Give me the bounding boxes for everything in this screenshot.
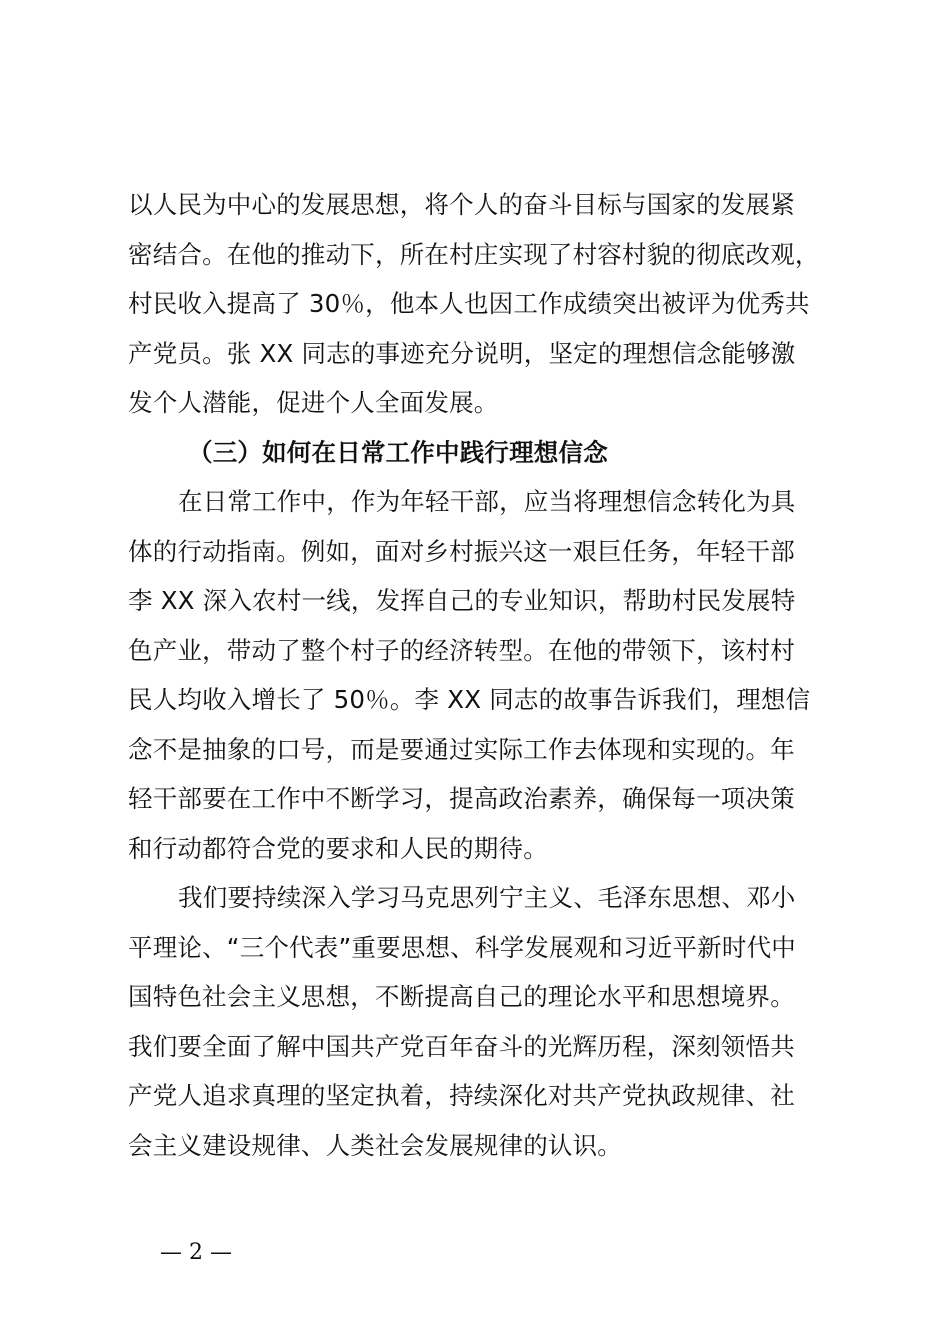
paragraph-line: 产党员。张 XX 同志的事迹充分说明，坚定的理想信念能够激 [128,338,796,368]
paragraph-line: 色产业，带动了整个村子的经济转型。在他的带领下，该村村 [128,635,795,665]
paragraph-line: 念不是抽象的口号，而是要通过实际工作去体现和实现的。年 [128,734,795,764]
paragraph-line: 村民收入提高了 30％，他本人也因工作成绩突出被评为优秀共 [128,289,810,318]
paragraph-line: 会主义建设规律、人类社会发展规律的认识。 [128,1130,622,1160]
paragraph-line: 轻干部要在工作中不断学习，提高政治素养，确保每一项决策 [128,784,795,813]
section-heading: （三）如何在日常工作中践行理想信念 [188,437,608,467]
paragraph-line: 我们要全面了解中国共产党百年奋斗的光辉历程，深刻领悟共 [128,1031,795,1061]
paragraph-line: 平理论、“三个代表”重要思想、科学发展观和习近平新时代中 [128,932,796,962]
paragraph-line: 李 XX 深入农村一线，发挥自己的专业知识，帮助村民发展特 [128,586,796,615]
document-body [128,180,833,1170]
paragraph-line: 我们要持续深入学习马克思列宁主义、毛泽东思想、邓小 [178,883,796,912]
paragraph-line: 密结合。在他的推动下，所在村庄实现了村容村貌的彻底改观， [128,239,820,269]
paragraph-line: 国特色社会主义思想，不断提高自己的理论水平和思想境界。 [128,982,795,1011]
paragraph-line: 以人民为中心的发展思想，将个人的奋斗目标与国家的发展紧 [128,190,795,219]
page-number: — 2 — [160,1240,232,1265]
paragraph-line: 和行动都符合党的要求和人民的期待。 [128,833,548,863]
paragraph-line: 民人均收入增长了 50％。李 XX 同志的故事告诉我们，理想信 [128,685,811,714]
paragraph-line: 体的行动指南。例如，面对乡村振兴这一艰巨任务，年轻干部 [128,536,795,566]
paragraph-line: 发个人潜能，促进个人全面发展。 [128,388,499,417]
paragraph-line: 在日常工作中，作为年轻干部，应当将理想信念转化为具 [178,487,796,516]
paragraph-line: 产党人追求真理的坚定执着，持续深化对共产党执政规律、社 [128,1081,795,1110]
